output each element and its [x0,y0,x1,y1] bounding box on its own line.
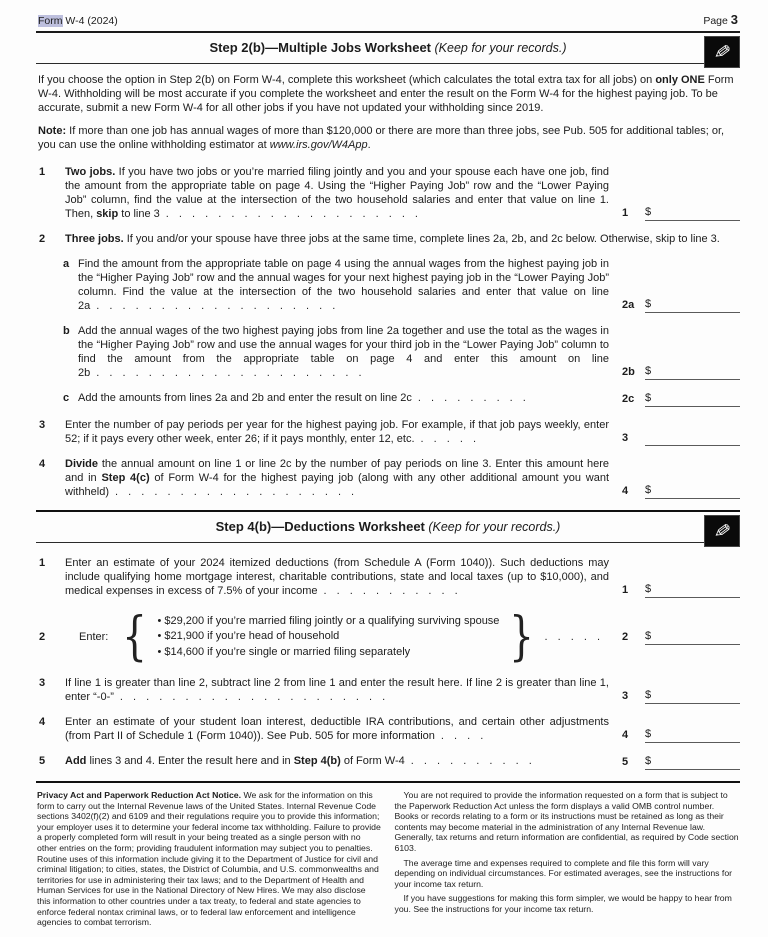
line-text: Divide the annual amount on line 1 or line 2c by the number of pay periods on line 3. Enter this amount here and in Step 4(c) of Form W-4 for the highest paying job (along with any other additional amount you want withheld) . . . . . . . . . . . . . . . . . . . [65,458,610,498]
amount-entry [622,483,740,499]
brace-close: } [509,607,535,667]
bullet-single: • $14,600 if you’re single or married filing separately [157,645,411,658]
privacy-act-notice [36,790,740,932]
line-letter: c [63,392,70,404]
line-text: Add lines 3 and 4. Enter the result here and in Step 4(b) of Form W-4 . . . . . . . . . . [65,755,533,767]
amount-line-number: 3 [622,432,629,444]
line-number: 2 [39,233,46,245]
line-number: 5 [39,755,46,767]
dollar-sign: $ [645,755,652,767]
ws2-line-5 [36,754,740,770]
line-text: Enter an estimate of your 2024 itemized deductions (from Schedule A (Form 1040)). Such deductions may include qualifying home mortgage interest, charitable contributions, state and local taxes (up to $10,000), and medical expenses in excess of 7.5% of your income . . . . . . . . . . . [65,557,609,597]
amount-entry [622,629,740,645]
amount-line-number: 4 [622,485,629,497]
ws1-line-4 [36,457,740,499]
dot-leader: . . . . . . . . . . . . . . . . . . . [115,486,356,498]
line-number: 3 [39,677,46,689]
filing-status-amounts [157,614,499,661]
line-text [65,609,609,665]
dollar-sign: $ [645,728,652,740]
line-text: Add the amounts from lines 2a and 2b and enter the result on line 2c . . . . . . . . . [78,392,527,404]
ws2-line4-amount-field[interactable] [645,727,740,743]
brace-open: { [122,607,148,667]
form-number-label [38,14,118,28]
ws1-subtitle: (Keep for your records.) [431,41,567,55]
line-number: 3 [39,419,46,431]
footer-left-column [37,790,382,932]
amount-line-number: 2b [622,366,635,378]
ws1-title: Step 2(b)—Multiple Jobs Worksheet [209,40,432,55]
dot-leader: . . . . . [420,433,478,445]
ws2-line-4 [36,715,740,743]
line-text: Enter the number of pay periods per year for the highest paying job. For example, if that job pays weekly, enter 52; if it pays every other week, enter 26; if it pays monthly, enter 12, etc. . . . . . [65,419,609,445]
ws1-note-paragraph: Note: If more than one job has annual wages of more than $120,000 or there are more than three jobs, see Pub. 505 for additional tables; or, you can use the online withholding estimator at www.irs.gov/W4App. [38,125,725,151]
ws2-line-1 [36,556,740,598]
ws1-line-2 [36,232,740,246]
line-number: 2 [39,631,46,643]
ws1-line-2c [36,391,740,407]
dollar-sign: $ [645,392,652,404]
irs-url: www.irs.gov/W4App [269,139,368,151]
ws1-line4-amount-field[interactable] [645,483,740,499]
line-letter: b [63,325,70,337]
dot-leader: . . . . . . . . . . . . . . . . . . . . . [96,367,363,379]
bullet-married-jointly: • $29,200 if you’re married filing jointly or a qualifying surviving spouse [157,614,500,627]
ws1-line1-amount-field[interactable] [645,205,740,221]
ws2-title: Step 4(b)—Deductions Worksheet [215,519,425,534]
amount-line-number: 1 [622,584,629,596]
dollar-sign: $ [645,298,652,310]
line-text: If line 1 is greater than line 2, subtract line 2 from line 1 and enter the result here. If line 2 is greater than line 1, enter “-0-” . . . . . . . . . . . . . . . . . . . . . [65,677,609,703]
ws2-subtitle: (Keep for your records.) [424,520,561,534]
line-text: Two jobs. If you have two jobs or you’re married filing jointly and you and your spouse each have one job, find the amount from the appropriate table on page 4. Using the “Higher Paying Job” row and the “Lower Paying Job” column, find the value at the intersection of the two household salaries and enter that value on line 1. Then, skip to line 3 . . . . . . . . . . . . . . . . . . . . [65,166,610,220]
dot-leader: . . . . . . . . . . . . . . . . . . . . . [119,691,387,703]
dot-leader: . . . . . . . . . . [410,755,533,767]
ws1-line3-periods-field[interactable] [645,431,740,446]
dollar-sign: $ [645,206,652,218]
amount-entry [622,582,740,598]
amount-line-number: 4 [622,729,629,741]
ws1-line-2b [36,324,740,380]
enter-label: Enter: [79,631,109,643]
privacy-heading: Privacy Act and Paperwork Reduction Act Notice. [37,790,242,800]
amount-entry [622,364,740,380]
amount-line-number: 2a [622,299,635,311]
dot-leader: . . . . . . . . . . . . . . . . . . . . [165,208,419,220]
line-letter: a [63,258,70,270]
amount-entry [622,754,740,770]
ws1-items [36,165,740,499]
line-text: Add the annual wages of the two highest paying jobs from line 2a together and use the total as the wages in the “Higher Paying Job” row and use the annual wages for your third job in the “Lower Paying Job” column to find the amount from the appropriate table on page 4 and enter this amount on line 2b . . . . . . . . . . . . . . . . . . . . . [78,325,609,379]
dot-leader: . . . . . . . . . . . [323,585,459,597]
paperwork-reduction-paragraph: You are not required to provide the information requested on a form that is subject to the Paperwork Reduction Act unless the form displays a valid OMB control number. Books or records relating to a form or its instructions must be retained as long as their contents may become material in the administration of any Internal Revenue law. Generally, tax returns and return information are confidential, as required by Code section 6103. [394,790,739,853]
amount-line-number: 5 [622,756,629,768]
line-text: Find the amount from the appropriate table on page 4 using the annual wages from the highest paying job in the “Higher Paying Job” row and the annual wages for your next highest paying job in the “Lower Paying Job” column. Find the value at the intersection of the two household salaries and enter that value on line 2a . . . . . . . . . . . . . . . . . . . [78,258,609,312]
amount-line-number: 1 [622,207,629,219]
dot-leader: . . . . [440,730,485,742]
line-number: 1 [39,166,46,178]
page-number-value: 3 [730,12,738,27]
ws1-line-3 [36,418,740,446]
amount-line-number: 2c [622,393,635,405]
ws1-line2b-amount-field[interactable] [645,364,740,380]
ws2-line2-amount-field[interactable] [645,629,740,645]
amount-entry [622,431,740,446]
ws2-line3-amount-field[interactable] [645,688,740,704]
line-number: 4 [39,716,46,728]
dollar-sign: $ [645,689,652,701]
form-version: W-4 (2024) [62,15,118,27]
ws2-line-2 [36,609,740,665]
ws2-line1-amount-field[interactable] [645,582,740,598]
form-word-highlighted: Form [38,15,63,27]
amount-entry [622,391,740,407]
footer-right-column [395,790,740,932]
suggestions-paragraph: If you have suggestions for making this form simpler, we would be happy to hear from you. See the instructions for your income tax return. [394,893,732,914]
ws1-titlebar [36,33,740,64]
amount-entry [622,727,740,743]
dot-leader: . . . . . . . . . [417,392,527,404]
dot-leader: . . . . . [544,631,602,643]
average-time-paragraph: The average time and expenses required to complete and file this form will vary depending on individual circumstances. For estimated averages, see the instructions for your income tax return. [394,857,733,889]
line-number: 1 [39,557,46,569]
ws1-intro-paragraph: If you choose the option in Step 2(b) on Form W-4, complete this worksheet (which calculates the total extra tax for all jobs) on only ONE Form W-4. Withholding will be most accurate if you complete the worksheet and enter the result on the Form W-4 for the highest paying job. To be accurate, submit a new Form W-4 for all other jobs if you have not updated your withholding since 2019. [38,74,734,114]
dollar-sign: $ [645,484,652,496]
footer-rule [36,781,740,783]
dollar-sign: $ [645,365,652,377]
ws1-line-2a [36,257,740,313]
amount-entry [622,297,740,313]
line-text: Enter an estimate of your student loan interest, deductible IRA contributions, and certain other adjustments (from Part II of Schedule 1 (Form 1040)). See Pub. 505 for more information . . . . [65,716,609,742]
page-header [36,13,740,31]
ws2-titlebar [36,512,740,543]
ws2-items [36,556,740,770]
line-number: 4 [39,458,46,470]
page-number: Page 3 [703,12,738,27]
pencil-icon: ✎ [704,515,740,547]
amount-entry [622,688,740,704]
ws2-line-3 [36,676,740,704]
amount-entry [622,205,740,221]
line-text: Three jobs. If you and/or your spouse have three jobs at the same time, complete lines 2a, 2b, and 2c below. Otherwise, skip to line 3. [65,233,720,245]
bullet-head-of-household: • $21,900 if you’re head of household [157,630,340,643]
amount-line-number: 2 [622,631,629,643]
ws1-line2a-amount-field[interactable] [645,297,740,313]
dollar-sign: $ [645,583,652,595]
ws1-line-1 [36,165,740,221]
ws1-line2c-amount-field[interactable] [645,391,740,407]
ws2-line5-amount-field[interactable] [645,754,740,770]
privacy-paragraph: Privacy Act and Paperwork Reduction Act Notice. We ask for the information on this form to carry out the Internal Revenue laws of the United States. Internal Revenue Code sections 3402(f)(2) and 6109 and their regulations require you to provide this information; your employer uses it to determine your federal income tax withholding. Failure to provide a properly completed form will result in your being treated as a single person with no other entries on the form; providing fraudulent information may subject you to penalties. Routine uses of this information include giving it to the Department of Justice for civil and criminal litigation; to cities, states, the District of Columbia, and U.S. commonwealths and territories for use in administering their tax laws; and to the Department of Health and Human Services for use in the National Directory of New Hires. We may also disclose this information to other countries under a tax treaty, to federal and state agencies to enforce federal nontax criminal laws, or to federal law enforcement and intelligence agencies to combat terrorism. [37,790,381,928]
pencil-icon: ✎ [704,36,740,68]
amount-line-number: 3 [622,690,629,702]
dollar-sign: $ [645,630,652,642]
dot-leader: . . . . . . . . . . . . . . . . . . . [96,300,337,312]
